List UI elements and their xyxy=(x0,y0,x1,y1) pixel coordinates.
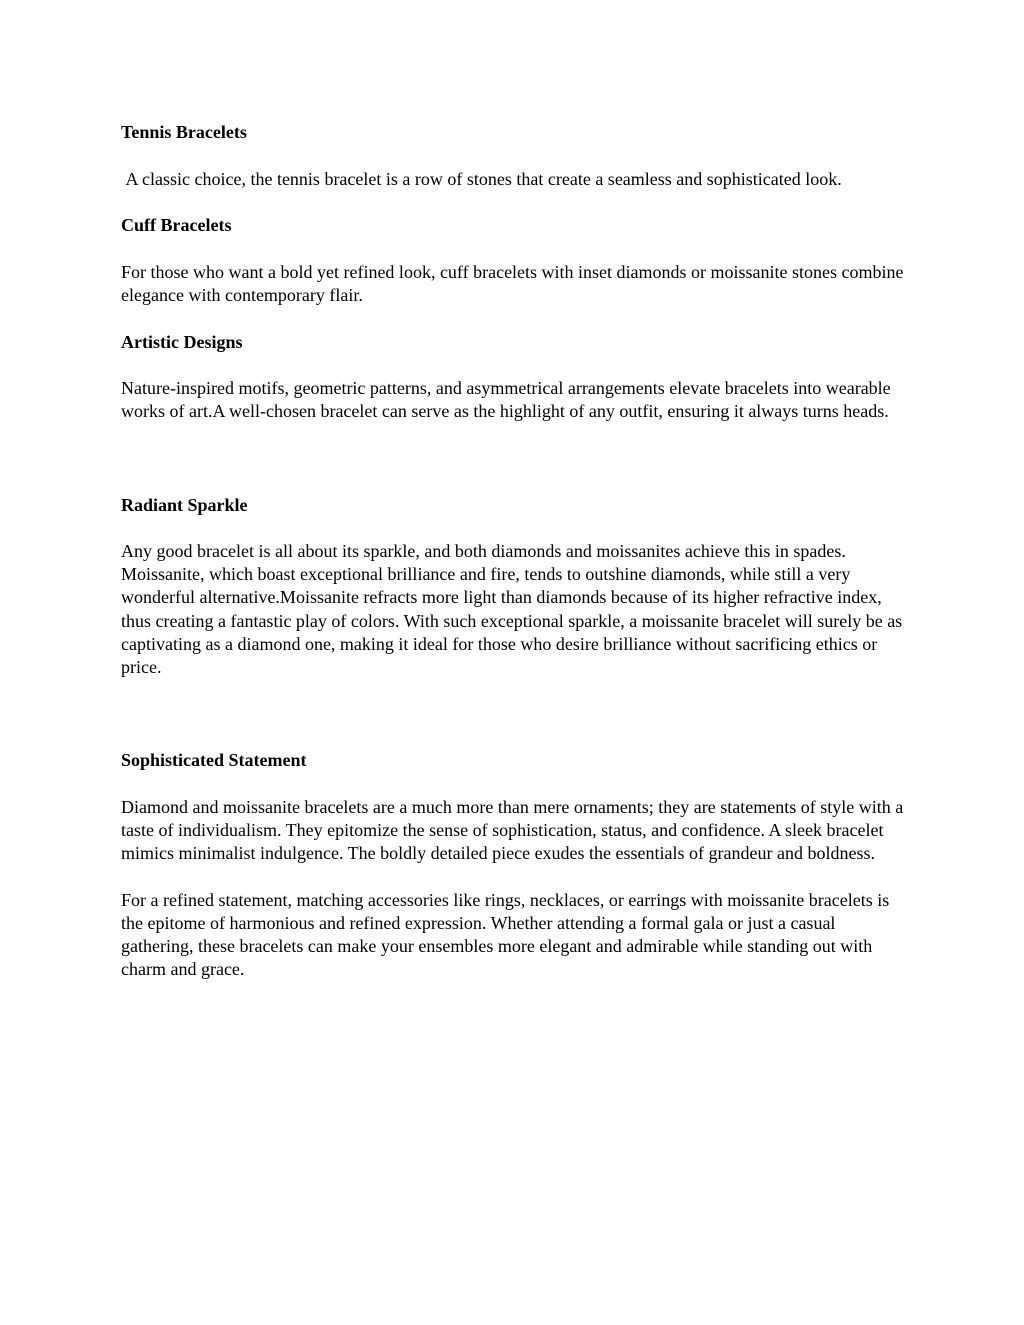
paragraph-artistic-designs: Nature-inspired motifs, geometric patterns, and asymmetrical arrangements elevate bracelets into wearable works of art.A well-chosen bracelet can serve as the highlight of any outfit, ensuring it always turns heads. xyxy=(121,378,896,422)
heading-artistic-designs: Artistic Designs xyxy=(121,331,243,352)
paragraph-sophisticated-statement-1: Diamond and moissanite bracelets are a much more than mere ornaments; they are statements of style with a taste of individualism. They epitomize the sense of sophistication, status, and confidence. A sleek bracelet mimics minimalist indulgence. The boldly detailed piece exudes the essentials of grandeur and boldness. xyxy=(121,796,908,864)
paragraph-sophisticated-statement-2: For a refined statement, matching accessories like rings, necklaces, or earrings with moissanite bracelets is the epitome of harmonious and refined expression. Whether attending a formal gala or just a casual gathering, these bracelets can make your ensembles more elegant and admirable while standing out with charm and grace. xyxy=(121,889,894,980)
paragraph-cuff-bracelets: For those who want a bold yet refined look, cuff bracelets with inset diamonds or moissanite stones combine elegance with contemporary flair. xyxy=(121,261,909,305)
heading-sophisticated-statement: Sophisticated Statement xyxy=(121,750,307,771)
heading-tennis-bracelets: Tennis Bracelets xyxy=(121,122,247,142)
paragraph-tennis-bracelets: A classic choice, the tennis bracelet is a row of stones that create a seamless and sophisticated look. xyxy=(121,168,842,189)
paragraph-radiant-sparkle: Any good bracelet is all about its sparkle, and both diamonds and moissanites achieve this in spades. Moissanite, which boast exceptional brilliance and fire, tends to outshine diamonds, while still a very wonderful alternative.Moissanite refracts more light than diamonds because of its higher refractive index, thus creating a fantastic play of colors. With such exceptional sparkle, a moissanite bracelet will surely be as captivating as a diamond one, making it ideal for those who desire brilliance without sacrificing ethics or price. xyxy=(121,541,907,678)
heading-radiant-sparkle: Radiant Sparkle xyxy=(121,494,248,515)
heading-cuff-bracelets: Cuff Bracelets xyxy=(121,215,232,236)
document-page xyxy=(121,121,909,982)
